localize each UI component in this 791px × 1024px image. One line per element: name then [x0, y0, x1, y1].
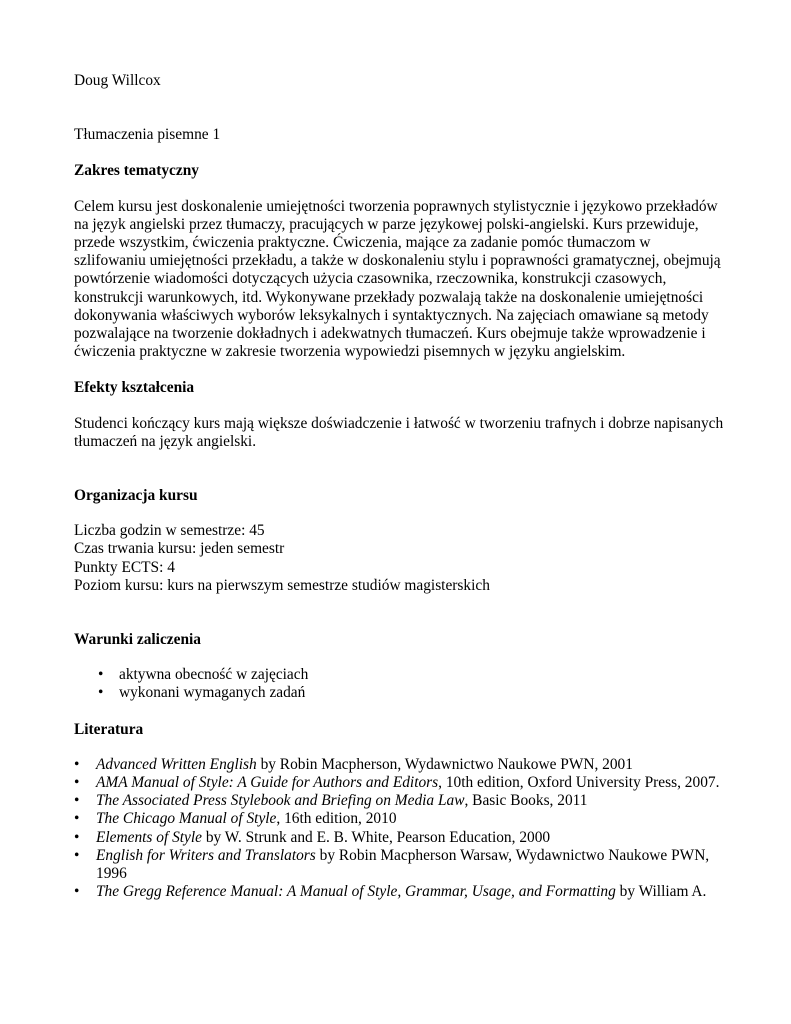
book-details: , 16th edition, 2010: [276, 810, 397, 828]
list-item: [74, 883, 724, 901]
literature-list: [74, 756, 724, 902]
duration-line: Czas trwania kursu: jeden semestr: [74, 540, 285, 558]
literature-heading: Literatura: [74, 720, 144, 738]
bullet-icon: •: [74, 828, 80, 846]
outcomes-text: Studenci kończący kurs mają większe doświadczenie i łatwość w tworzeniu trafnych i dobrze napisanych tłumaczeń na język angielski.: [74, 414, 724, 450]
book-title: The Chicago Manual of Style: [96, 810, 277, 828]
book-title: English for Writers and Translators: [96, 846, 316, 864]
document-page: [74, 72, 724, 902]
list-item: [74, 810, 724, 828]
book-details: , 10th edition, Oxford University Press, 2007.: [438, 774, 720, 792]
outcomes-heading: Efekty kształcenia: [74, 379, 195, 397]
book-title: Advanced Written English: [96, 755, 257, 773]
bullet-icon: •: [98, 684, 104, 702]
list-item: [74, 756, 724, 774]
list-item: [74, 684, 724, 702]
list-item: [74, 666, 724, 684]
list-item: [74, 847, 724, 883]
book-details: by W. Strunk and E. B. White, Pearson Education, 2000: [202, 828, 551, 846]
book-details: by Robin Macpherson, Wydawnictwo Naukowe PWN, 2001: [256, 755, 633, 773]
list-item: [74, 792, 724, 810]
hours-line: Liczba godzin w semestrze: 45: [74, 522, 265, 540]
book-details: by Robin Macpherson Warsaw, Wydawnictwo Naukowe PWN, 1996: [96, 846, 710, 883]
book-title: The Associated Press Stylebook and Briefing on Media Law: [96, 792, 465, 810]
scope-heading: Zakres tematyczny: [74, 162, 199, 180]
bullet-icon: •: [74, 883, 80, 901]
bullet-icon: •: [74, 755, 80, 773]
bullet-icon: •: [74, 774, 80, 792]
bullet-icon: •: [74, 846, 80, 864]
bullet-icon: •: [74, 810, 80, 828]
author-name: Doug Willcox: [74, 72, 161, 89]
book-details: , Basic Books, 2011: [464, 792, 588, 810]
ects-line: Punkty ECTS: 4: [74, 558, 175, 576]
organization-heading: Organizacja kursu: [74, 487, 198, 505]
list-item: [74, 774, 724, 792]
course-title: Tłumaczenia pisemne 1: [74, 126, 221, 144]
book-title: The Gregg Reference Manual: A Manual of Style, Grammar, Usage, and Formatting: [96, 883, 616, 901]
book-title: AMA Manual of Style: A Guide for Authors and Editors: [96, 774, 439, 792]
requirements-heading: Warunki zaliczenia: [74, 631, 201, 649]
book-details: by William A.: [615, 883, 707, 901]
requirement-text: wykonani wymaganych zadań: [119, 684, 306, 702]
organization-details: [74, 522, 724, 595]
bullet-icon: •: [74, 792, 80, 810]
requirements-list: [74, 666, 724, 702]
list-item: [74, 829, 724, 847]
requirement-text: aktywna obecność w zajęciach: [119, 666, 309, 684]
scope-text: Celem kursu jest doskonalenie umiejętności tworzenia poprawnych stylistycznie i językowo przekładów na język angielski przez tłumaczy, pracujących w parze językowej polski-angielski. Kurs przewiduje, przede wszystkim, ćwiczenia praktyczne. Ćwiczenia, mające za zadanie pomóc tłumaczom w szlifowaniu umiejętności przekładu, a także w doskonaleniu stylu i poprawności gramatycznej, obejmują powtórzenie wiadomości dotyczących użycia czasownika, rzeczownika, konstrukcji czasowych, konstrukcji warunkowych, itd. Wykonywane przekłady pozwalają także na doskonalenie umiejętności dokonywania właściwych wyborów leksykalnych i syntaktycznych. Na zajęciach omawiane są metody pozwalające na tworzenie dokładnych i adekwatnych tłumaczeń. Kurs obejmuje także wprowadzenie i ćwiczenia praktyczne w zakresie tworzenia wypowiedzi pisemnych w języku angielskim.: [74, 197, 721, 361]
level-line: Poziom kursu: kurs na pierwszym semestrze studiów magisterskich: [74, 576, 490, 594]
book-title: Elements of Style: [96, 828, 202, 846]
bullet-icon: •: [98, 666, 104, 684]
